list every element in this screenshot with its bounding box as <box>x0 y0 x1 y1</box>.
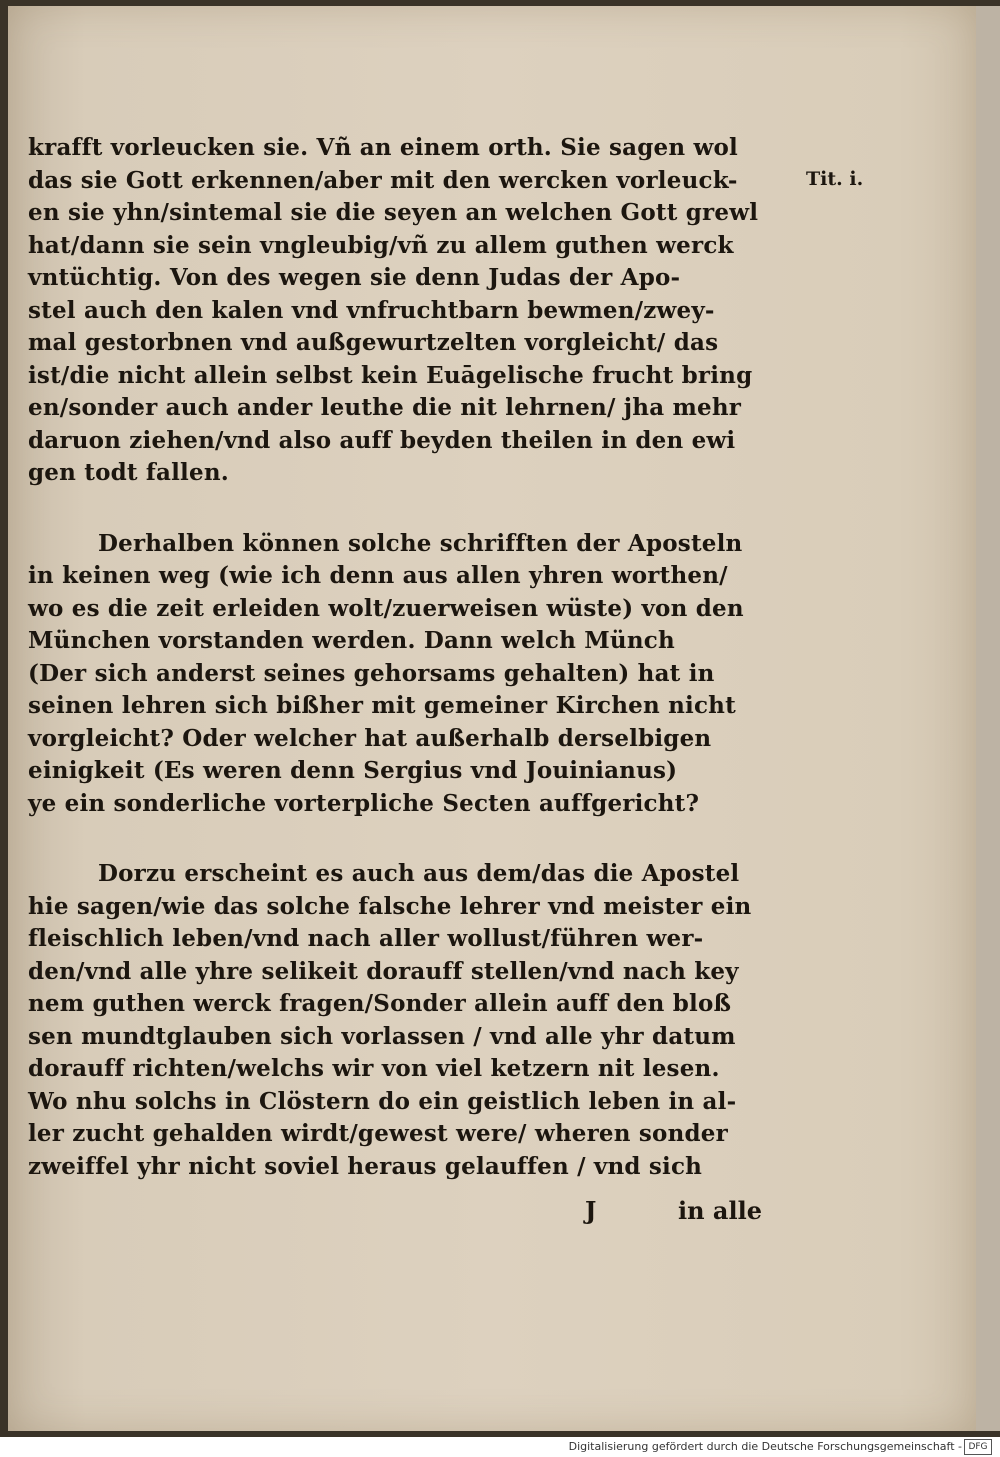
text-line: ye ein sonderliche vorterpliche Secten auffgericht? <box>28 789 700 817</box>
signature-mark: J <box>585 1196 597 1225</box>
text-line: einigkeit (Es weren denn Sergius vnd Jouinianus) <box>28 757 678 784</box>
paragraph <box>28 528 788 821</box>
text-line: seinen lehren sich bißher mit gemeiner Kirchen nicht <box>28 692 736 719</box>
text-line: krafft vorleucken sie. Vñ an einem orth. Sie sagen wol <box>28 134 738 161</box>
text-line: fleischlich leben/vnd nach aller wollust/führen wer- <box>28 925 704 952</box>
text-line: wo es die zeit erleiden wolt/zuerweisen wüste) von den <box>28 594 744 622</box>
text-line: zweiffel yhr nicht soviel heraus gelauffen / vnd sich <box>28 1152 703 1180</box>
text-line: vorgleicht? Oder welcher hat außerhalb derselbigen <box>28 724 712 752</box>
text-line: stel auch den kalen vnd vnfruchtbarn bewmen/zwey- <box>28 296 715 324</box>
text-line: das sie Gott erkennen/aber mit den wercken vorleuck- <box>28 166 738 194</box>
paragraph-gap <box>28 820 788 858</box>
text-line: hie sagen/wie das solche falsche lehrer vnd meister ein <box>28 892 752 920</box>
footer-bar <box>0 1437 1000 1457</box>
text-line: Dorzu erscheint es auch aus dem/das die Apostel <box>98 860 740 887</box>
text-line: hat/dann sie sein vngleubig/vñ zu allem guthen werck <box>28 231 734 259</box>
dfg-logo: DFG <box>964 1439 992 1455</box>
text-line: nem guthen werck fragen/Sonder allein auff den bloß <box>28 990 732 1017</box>
text-line: vntüchtig. Von des wegen sie denn Judas der Apo- <box>28 264 681 291</box>
text-line: sen mundtglauben sich vorlassen / vnd alle yhr datum <box>28 1022 736 1050</box>
text-line: en sie yhn/sintemal sie die seyen an welchen Gott grewl <box>28 199 759 226</box>
text-line: ist/die nicht allein selbst kein Euāgelische frucht bring <box>28 361 753 389</box>
paragraph <box>28 858 788 1183</box>
text-line: München vorstanden werden. Dann welch Münch <box>28 627 675 654</box>
text-line: (Der sich anderst seines gehorsams gehalten) hat in <box>28 659 715 687</box>
text-line: en/sonder auch ander leuthe die nit lehrnen/ jha mehr <box>28 394 742 421</box>
digitization-credit: Digitalisierung gefördert durch die Deutsche Forschungsgemeinschaft - <box>568 1440 962 1453</box>
text-line: ler zucht gehalden wirdt/gewest were/ wheren sonder <box>28 1120 728 1147</box>
text-line: daruon ziehen/vnd also auff beyden theilen in den ewi <box>28 426 736 454</box>
text-line: Wo nhu solchs in Clöstern do ein geistlich leben in al- <box>28 1087 737 1115</box>
margin-note: Tit. i. <box>806 168 864 190</box>
catchword: in alle <box>678 1196 762 1225</box>
text-line: Derhalben können solche schrifften der Aposteln <box>98 529 743 557</box>
text-line: mal gestorbnen vnd außgewurtzelten vorgleicht/ das <box>28 329 719 356</box>
paragraph <box>28 132 788 490</box>
text-line: gen todt fallen. <box>28 459 229 486</box>
body-text <box>28 132 788 1183</box>
text-line: in keinen weg (wie ich denn aus allen yhren worthen/ <box>28 562 728 589</box>
text-line: dorauff richten/welchs wir von viel ketzern nit lesen. <box>28 1055 720 1082</box>
scan-edge <box>976 6 1000 1431</box>
paragraph-gap <box>28 490 788 528</box>
text-line: den/vnd alle yhre selikeit dorauff stellen/vnd nach key <box>28 957 739 985</box>
